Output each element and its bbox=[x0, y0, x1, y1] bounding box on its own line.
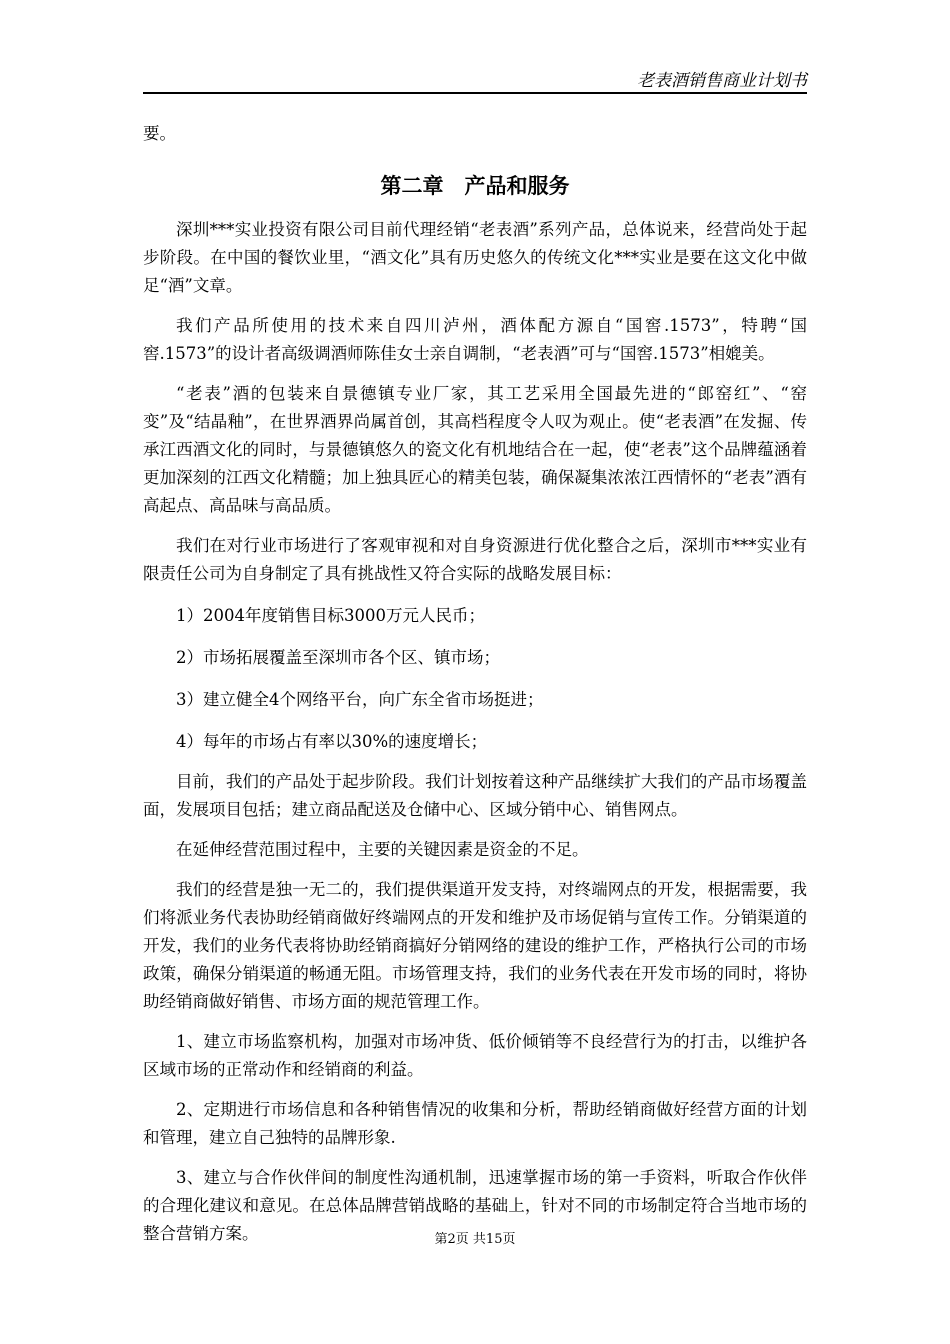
paragraph-operations: 我们的经营是独一无二的，我们提供渠道开发支持，对终端网点的开发，根据需要，我们将派业务代表协助经销商做好终端网点的开发和维护及市场促销与宣传工作。分销渠道的开发，我们的业务代表将协助经销商搞好分销网络的建设的维护工作，严格执行公司的市场政策，确保分销渠道的畅通无阻。市场管理支持，我们的业务代表在开发市场的同时，将协助经销商做好销售、市场方面的规范管理工作。 bbox=[143, 880, 807, 1011]
paragraph-technology: 我们产品所使用的技术来自四川泸州，酒体配方源自“国窖.1573”，特聘“国窖.1573”的设计者高级调酒师陈佳女士亲自调制，“老表酒”可与“国窖.1573”相媲美。 bbox=[143, 316, 807, 363]
paragraph-measure-2: 2、定期进行市场信息和各种销售情况的收集和分析，帮助经销商做好经营方面的计划和管理，建立自己独特的品牌形象. bbox=[143, 1100, 807, 1147]
goal-item: 2）市场拓展覆盖至深圳市各个区、镇市场； bbox=[176, 648, 500, 667]
continued-text: 要。 bbox=[143, 124, 176, 143]
paragraph-measure-1: 1、建立市场监察机构，加强对市场冲货、低价倾销等不良经营行为的打击，以维护各区域市场的正常动作和经销商的利益。 bbox=[143, 1032, 807, 1079]
chapter-title: 第二章 产品和服务 bbox=[380, 174, 570, 198]
paragraph-packaging: “老表”酒的包装来自景德镇专业厂家，其工艺采用全国最先进的“郎窑红”、“窑变”及“结晶釉”，在世界酒界尚属首创，其高档程度令人叹为观止。使“老表酒”在发掘、传承江西酒文化的同时，与景德镇悠久的瓷文化有机地结合在一起，使“老表”这个品牌蕴涵着更加深刻的江西文化精髓；加上独具匠心的精美包装，确保凝集浓浓江西情怀的“老表”酒有高起点、高品味与高品质。 bbox=[143, 384, 807, 515]
header-divider bbox=[143, 92, 807, 94]
paragraph-current-stage: 目前，我们的产品处于起步阶段。我们计划按着这种产品继续扩大我们的产品市场覆盖面，发展项目包括；建立商品配送及仓储中心、区域分销中心、销售网点。 bbox=[143, 772, 807, 819]
paragraph-key-factor: 在延伸经营范围过程中，主要的关键因素是资金的不足。 bbox=[176, 840, 589, 859]
paragraph-measure-3: 3、建立与合作伙伴间的制度性沟通机制，迅速掌握市场的第一手资料，听取合作伙伴的合理化建议和意见。在总体品牌营销战略的基础上，针对不同的市场制定符合当地市场的整合营销方案。 bbox=[143, 1168, 807, 1243]
document-header-title: 老表酒销售商业计划书 bbox=[637, 71, 807, 91]
page-content bbox=[143, 120, 807, 1248]
paragraph-strategy: 我们在对行业市场进行了客观审视和对自身资源进行优化整合之后，深圳市***实业有限责任公司为自身制定了具有挑战性又符合实际的战略发展目标： bbox=[143, 536, 807, 583]
goal-item: 3）建立健全4个网络平台，向广东全省市场挺进； bbox=[176, 690, 544, 709]
goal-item: 1）2004年度销售目标3000万元人民币； bbox=[176, 606, 485, 625]
paragraph-intro: 深圳***实业投资有限公司目前代理经销“老表酒”系列产品，总体说来，经营尚处于起步阶段。在中国的餐饮业里，“酒文化”具有历史悠久的传统文化***实业是要在这文化中做足“酒”文章。 bbox=[143, 220, 807, 295]
page-number: 第2页 共15页 bbox=[434, 1232, 516, 1247]
goal-item: 4）每年的市场占有率以30%的速度增长； bbox=[176, 732, 488, 751]
